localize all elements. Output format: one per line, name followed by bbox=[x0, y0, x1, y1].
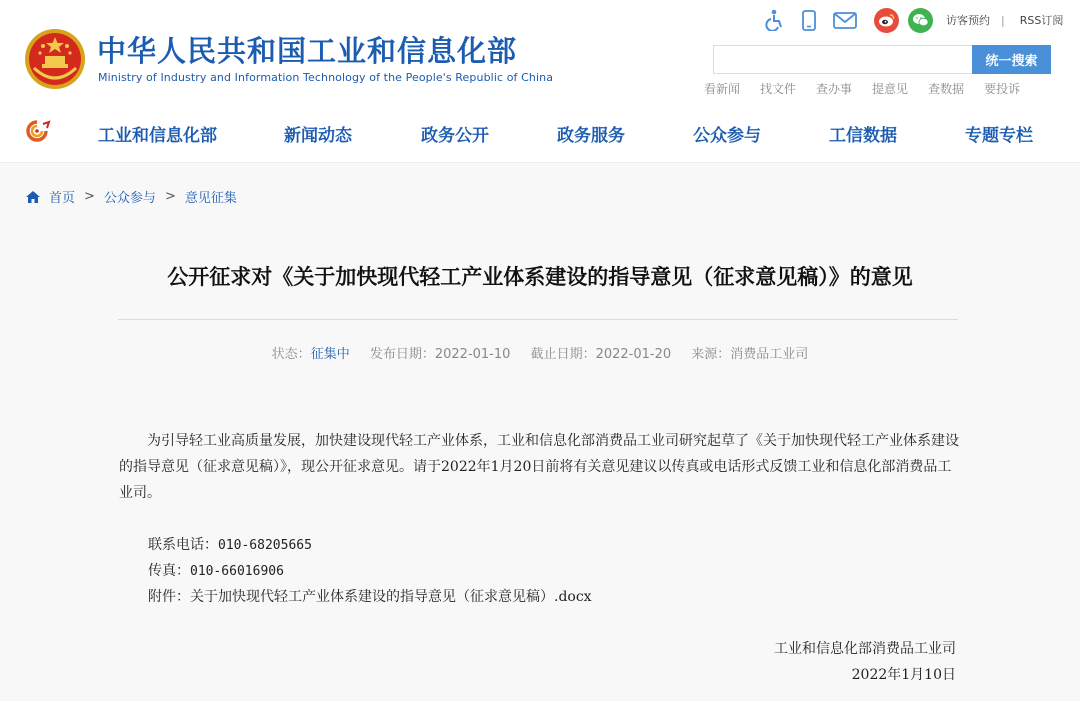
quick-link-feedback[interactable]: 提意见 bbox=[872, 82, 909, 96]
site-title[interactable]: 中华人民共和国工业和信息化部 bbox=[97, 34, 518, 68]
title-divider bbox=[118, 319, 958, 320]
tool-separator: | bbox=[1001, 13, 1005, 27]
nav-item-public-participation[interactable]: 公众参与 bbox=[693, 126, 761, 146]
national-emblem-icon[interactable] bbox=[24, 28, 86, 90]
meta-status-label: 状态： bbox=[271, 347, 311, 362]
quick-link-complaint[interactable]: 要投诉 bbox=[984, 82, 1021, 96]
article-title: 公开征求对《关于加快现代轻工产业体系建设的指导意见（征求意见稿）》的意见 bbox=[167, 265, 913, 289]
contact-fax-value: 010-66016906 bbox=[190, 564, 284, 579]
nav-item-government-services[interactable]: 政务服务 bbox=[557, 126, 625, 146]
search-box bbox=[713, 45, 1051, 74]
signature-org: 工业和信息化部消费品工业司 bbox=[774, 641, 956, 657]
visitor-appointment-link[interactable]: 访客预约 bbox=[946, 14, 990, 27]
weibo-icon[interactable] bbox=[874, 8, 899, 33]
ministry-logo-icon[interactable] bbox=[23, 120, 51, 142]
mobile-icon[interactable] bbox=[798, 9, 820, 31]
accessibility-icon[interactable] bbox=[764, 9, 786, 31]
quick-links bbox=[704, 80, 1040, 97]
nav-item-ministry[interactable]: 工业和信息化部 bbox=[98, 126, 217, 146]
site-header bbox=[0, 0, 1080, 108]
meta-source bbox=[691, 347, 808, 362]
contact-phone-value: 010-68205665 bbox=[218, 538, 312, 553]
contact-phone-label: 联系电话： bbox=[148, 537, 218, 553]
main-nav bbox=[0, 108, 1080, 163]
search-input[interactable] bbox=[714, 46, 972, 73]
meta-publish-date bbox=[370, 347, 511, 362]
search-button[interactable]: 统一搜索 bbox=[972, 45, 1051, 74]
status-badge: 征集中 bbox=[310, 347, 350, 362]
attachment-link[interactable]: 关于加快现代轻工产业体系建设的指导意见（征求意见稿）.docx bbox=[190, 589, 592, 605]
contact-phone bbox=[148, 534, 312, 554]
article-meta bbox=[0, 343, 1080, 362]
breadcrumb bbox=[25, 187, 237, 206]
content-area bbox=[0, 163, 1080, 701]
header-tools bbox=[764, 6, 1063, 34]
quick-link-documents[interactable]: 找文件 bbox=[760, 82, 797, 96]
contact-attachment bbox=[148, 586, 592, 606]
nav-item-government-affairs[interactable]: 政务公开 bbox=[421, 126, 489, 146]
quick-link-news[interactable]: 看新闻 bbox=[704, 82, 741, 96]
breadcrumb-public-participation[interactable]: 公众参与 bbox=[103, 191, 156, 206]
signature-date: 2022年1月10日 bbox=[851, 667, 956, 683]
article-body: 为引导轻工业高质量发展，加快建设现代轻工产业体系，工业和信息化部消费品工业司研究起草了《关于加快现代轻工产业体系建设的指导意见（征求意见稿）》，现公开征求意见。请于2022年1月20日前将有关意见建议以传真或电话形式反馈工业和信息化部消费品工业司。 bbox=[119, 433, 959, 501]
home-icon bbox=[25, 190, 41, 204]
quick-link-data[interactable]: 查数据 bbox=[928, 82, 965, 96]
quick-link-services[interactable]: 查办事 bbox=[816, 82, 853, 96]
rss-link[interactable]: RSS订阅 bbox=[1019, 14, 1064, 27]
wechat-icon[interactable] bbox=[908, 8, 933, 33]
breadcrumb-opinion-collection[interactable]: 意见征集 bbox=[184, 191, 237, 206]
attachment-label: 附件： bbox=[148, 589, 190, 605]
meta-publish-label: 发布日期： bbox=[369, 347, 435, 362]
nav-item-data[interactable]: 工信数据 bbox=[829, 126, 897, 146]
meta-status bbox=[272, 347, 350, 362]
breadcrumb-home[interactable]: 首页 bbox=[49, 191, 76, 206]
meta-source-value: 消费品工业司 bbox=[730, 347, 809, 362]
meta-deadline-label: 截止日期： bbox=[530, 347, 596, 362]
contact-fax-label: 传真： bbox=[148, 563, 190, 579]
nav-item-news[interactable]: 新闻动态 bbox=[284, 126, 352, 146]
breadcrumb-separator: > bbox=[84, 189, 95, 204]
meta-deadline bbox=[531, 347, 672, 362]
contact-fax bbox=[148, 560, 284, 580]
site-title-english[interactable]: Ministry of Industry and Information Technology of the People's Republic of China bbox=[98, 71, 554, 84]
mail-icon[interactable] bbox=[832, 9, 858, 31]
meta-source-label: 来源： bbox=[691, 347, 731, 362]
meta-publish-value: 2022-01-10 bbox=[434, 347, 511, 362]
nav-item-special-topics[interactable]: 专题专栏 bbox=[965, 126, 1033, 146]
meta-deadline-value: 2022-01-20 bbox=[595, 347, 672, 362]
breadcrumb-separator: > bbox=[164, 189, 176, 204]
